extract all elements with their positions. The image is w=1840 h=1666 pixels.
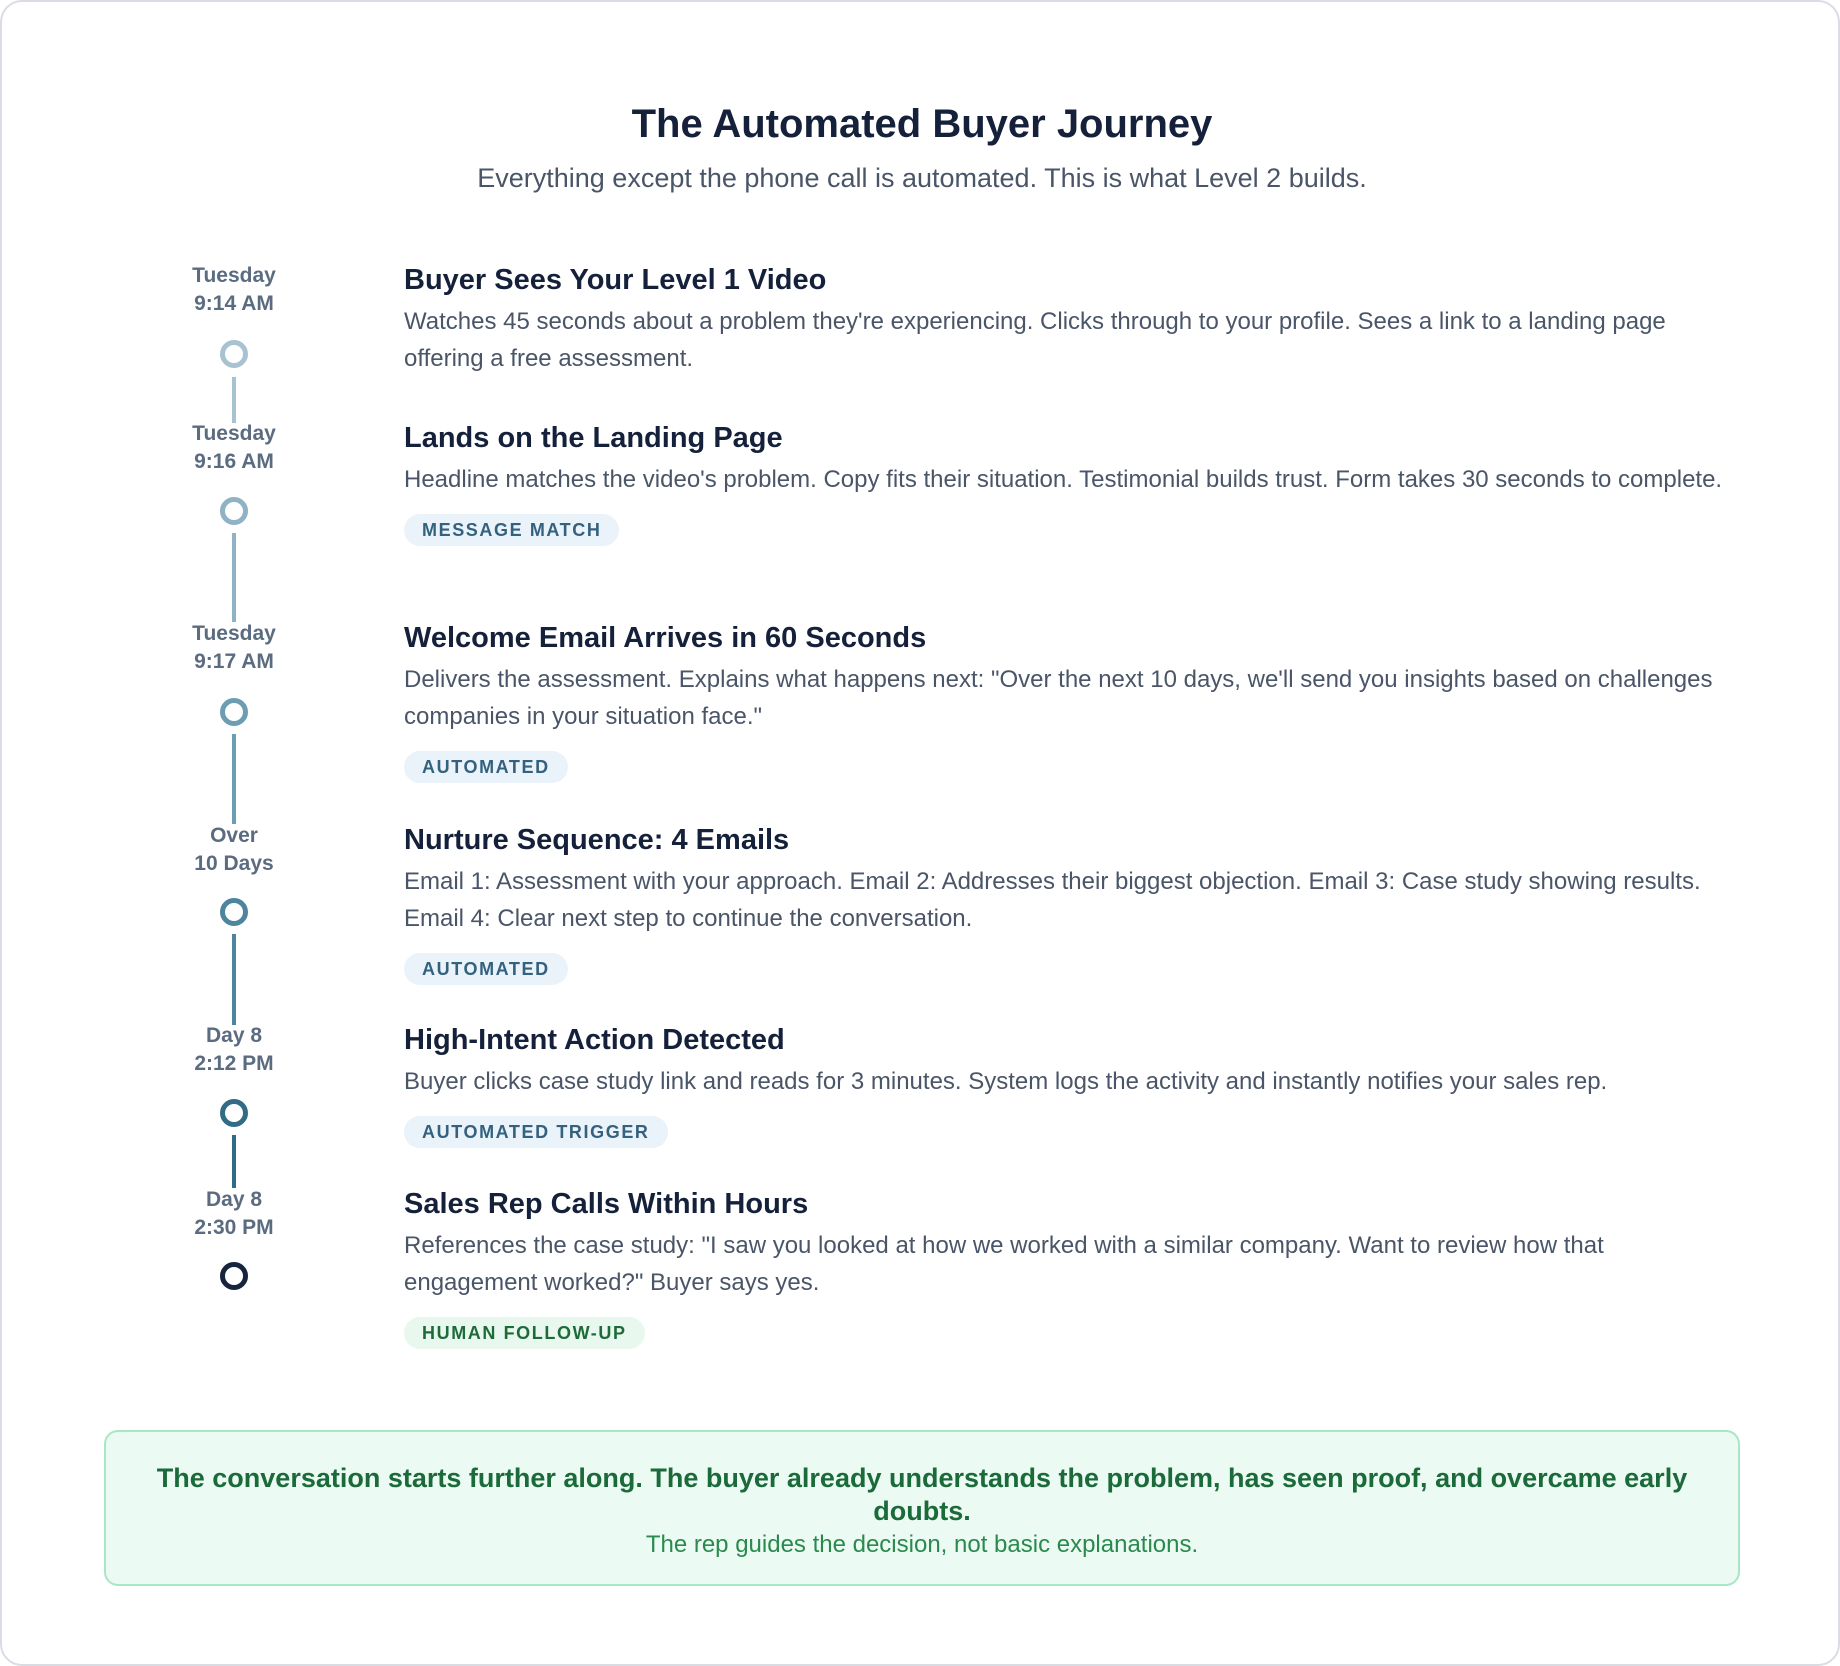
step-time-clock: 9:17 AM (194, 650, 274, 673)
step-time (154, 822, 314, 878)
step-time-clock: 9:16 AM (194, 450, 274, 473)
step-title: Sales Rep Calls Within Hours (404, 1188, 809, 1220)
step-time-clock: 2:30 PM (194, 1216, 274, 1239)
step-time-day: Over (210, 824, 258, 847)
step-title: Buyer Sees Your Level 1 Video (404, 264, 827, 296)
step-time (154, 420, 314, 476)
timeline-connector (232, 934, 236, 1025)
timeline-connector (232, 533, 236, 622)
step-tag: HUMAN FOLLOW-UP (404, 1317, 645, 1349)
step-description: Watches 45 seconds about a problem they're experiencing. Clicks through to your profile. Sees a link to a landing page offering a free assessment. (404, 308, 1666, 372)
step-time (154, 262, 314, 318)
step-time-clock: 2:12 PM (194, 1052, 274, 1075)
step-tag: MESSAGE MATCH (404, 514, 619, 546)
step-time-day: Tuesday (192, 422, 276, 445)
step-title: High-Intent Action Detected (404, 1024, 785, 1056)
timeline-connector (232, 377, 236, 423)
page-subtitle: Everything except the phone call is automated. This is what Level 2 builds. (477, 163, 1367, 193)
timeline-connector (232, 1135, 236, 1188)
step-time-day: Day 8 (205, 1188, 263, 1211)
step-time-clock: 9:14 AM (194, 292, 274, 315)
step-description: References the case study: "I saw you looked at how we worked with a similar company. Want to review how that engagement worked?" Buyer says yes. (404, 1232, 1604, 1296)
step-time-clock: 10 Days (194, 852, 274, 875)
step-time (154, 620, 314, 676)
page-title: The Automated Buyer Journey (631, 102, 1213, 146)
summary-callout (104, 1430, 1740, 1586)
timeline-node (220, 898, 248, 926)
timeline-node (220, 340, 248, 368)
callout-main-text: The conversation starts further along. The buyer already understands the problem, has seen proof, and overcame early doubts. (156, 1463, 1688, 1526)
step-tag: AUTOMATED (404, 953, 568, 985)
timeline-node (220, 497, 248, 525)
step-time-day: Tuesday (192, 622, 276, 645)
timeline-node (220, 1262, 248, 1290)
step-time-day: Day 8 (205, 1024, 263, 1047)
step-content (404, 1022, 1734, 1148)
step-time (154, 1186, 314, 1242)
step-content (404, 1186, 1734, 1349)
timeline-node (220, 1099, 248, 1127)
step-content (404, 262, 1734, 377)
step-tag: AUTOMATED TRIGGER (404, 1116, 668, 1148)
timeline-node (220, 698, 248, 726)
step-description: Delivers the assessment. Explains what happens next: "Over the next 10 days, we'll send you insights based on challenges companies in your situation face." (404, 666, 1713, 730)
step-tag: AUTOMATED (404, 751, 568, 783)
step-description: Email 1: Assessment with your approach. Email 2: Addresses their biggest objection. Email 3: Case study showing results. Email 4: Clear next step to continue the conversation. (404, 868, 1701, 932)
timeline (2, 2, 1840, 1402)
step-title: Lands on the Landing Page (404, 422, 783, 454)
step-time-day: Tuesday (192, 264, 276, 287)
step-title: Nurture Sequence: 4 Emails (404, 824, 790, 856)
callout-sub-text: The rep guides the decision, not basic explanations. (645, 1531, 1199, 1558)
step-content (404, 420, 1734, 546)
step-description: Buyer clicks case study link and reads for 3 minutes. System logs the activity and instantly notifies your sales rep. (404, 1068, 1608, 1095)
timeline-connector (232, 734, 236, 824)
step-content (404, 822, 1734, 985)
step-content (404, 620, 1734, 783)
step-time (154, 1022, 314, 1078)
step-title: Welcome Email Arrives in 60 Seconds (404, 622, 927, 654)
step-description: Headline matches the video's problem. Copy fits their situation. Testimonial builds trust. Form takes 30 seconds to complete. (404, 466, 1723, 493)
